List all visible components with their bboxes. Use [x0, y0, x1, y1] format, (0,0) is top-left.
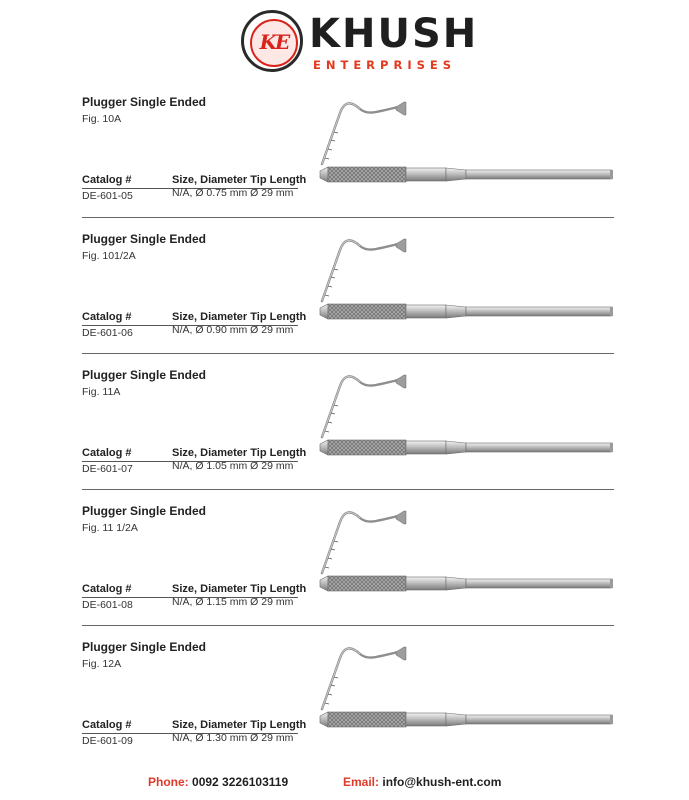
catalog-header: Catalog #	[82, 583, 132, 595]
catalog-number: DE-601-08	[82, 599, 133, 611]
product-entry	[0, 504, 689, 640]
catalog-header: Catalog #	[82, 719, 132, 731]
section-divider	[82, 217, 614, 218]
plugger-instrument-image	[300, 360, 620, 460]
product-entry	[0, 232, 689, 368]
phone-label: Phone:	[148, 775, 189, 789]
size-header: Size, Diameter Tip Length	[172, 583, 307, 595]
logo-monogram: KE	[259, 30, 289, 54]
catalog-number: DE-601-09	[82, 735, 133, 747]
size-value: N/A, Ø 0.90 mm Ø 29 mm	[172, 324, 294, 336]
email-label: Email:	[343, 775, 380, 789]
plugger-instrument-image	[300, 496, 620, 596]
product-title: Plugger Single Ended	[82, 504, 207, 518]
product-figure: Fig. 101/2A	[82, 250, 136, 262]
phone-contact	[148, 775, 288, 789]
section-divider	[82, 353, 614, 354]
product-title: Plugger Single Ended	[82, 95, 207, 109]
catalog-number: DE-601-06	[82, 327, 133, 339]
catalog-number: DE-601-05	[82, 190, 133, 202]
plugger-instrument-image	[300, 224, 620, 324]
section-divider	[82, 489, 614, 490]
product-title: Plugger Single Ended	[82, 368, 207, 382]
product-figure: Fig. 11 1/2A	[82, 522, 138, 534]
plugger-instrument-image	[300, 87, 620, 187]
catalog-header: Catalog #	[82, 311, 132, 323]
catalog-number: DE-601-07	[82, 463, 133, 475]
logo-emblem	[241, 10, 303, 72]
section-divider	[82, 625, 614, 626]
company-logo	[241, 10, 479, 80]
product-title: Plugger Single Ended	[82, 640, 207, 654]
brand-tagline: ENTERPRISES	[313, 58, 457, 72]
brand-name: KHUSH	[309, 11, 479, 57]
size-header: Size, Diameter Tip Length	[172, 174, 307, 186]
product-entry	[0, 368, 689, 504]
product-entry	[0, 640, 689, 776]
size-value: N/A, Ø 1.15 mm Ø 29 mm	[172, 596, 294, 608]
catalog-header: Catalog #	[82, 174, 132, 186]
product-entry	[0, 95, 689, 231]
email-contact	[343, 775, 501, 789]
product-figure: Fig. 10A	[82, 113, 122, 125]
size-value: N/A, Ø 1.30 mm Ø 29 mm	[172, 732, 294, 744]
size-header: Size, Diameter Tip Length	[172, 311, 307, 323]
size-value: N/A, Ø 1.05 mm Ø 29 mm	[172, 460, 294, 472]
plugger-instrument-image	[300, 632, 620, 732]
product-figure: Fig. 11A	[82, 386, 121, 398]
size-header: Size, Diameter Tip Length	[172, 719, 307, 731]
catalog-header: Catalog #	[82, 447, 132, 459]
product-figure: Fig. 12A	[82, 658, 122, 670]
email-address: info@khush-ent.com	[382, 775, 502, 789]
size-value: N/A, Ø 0.75 mm Ø 29 mm	[172, 187, 294, 199]
phone-number: 0092 3226103119	[192, 775, 289, 789]
size-header: Size, Diameter Tip Length	[172, 447, 307, 459]
product-title: Plugger Single Ended	[82, 232, 207, 246]
